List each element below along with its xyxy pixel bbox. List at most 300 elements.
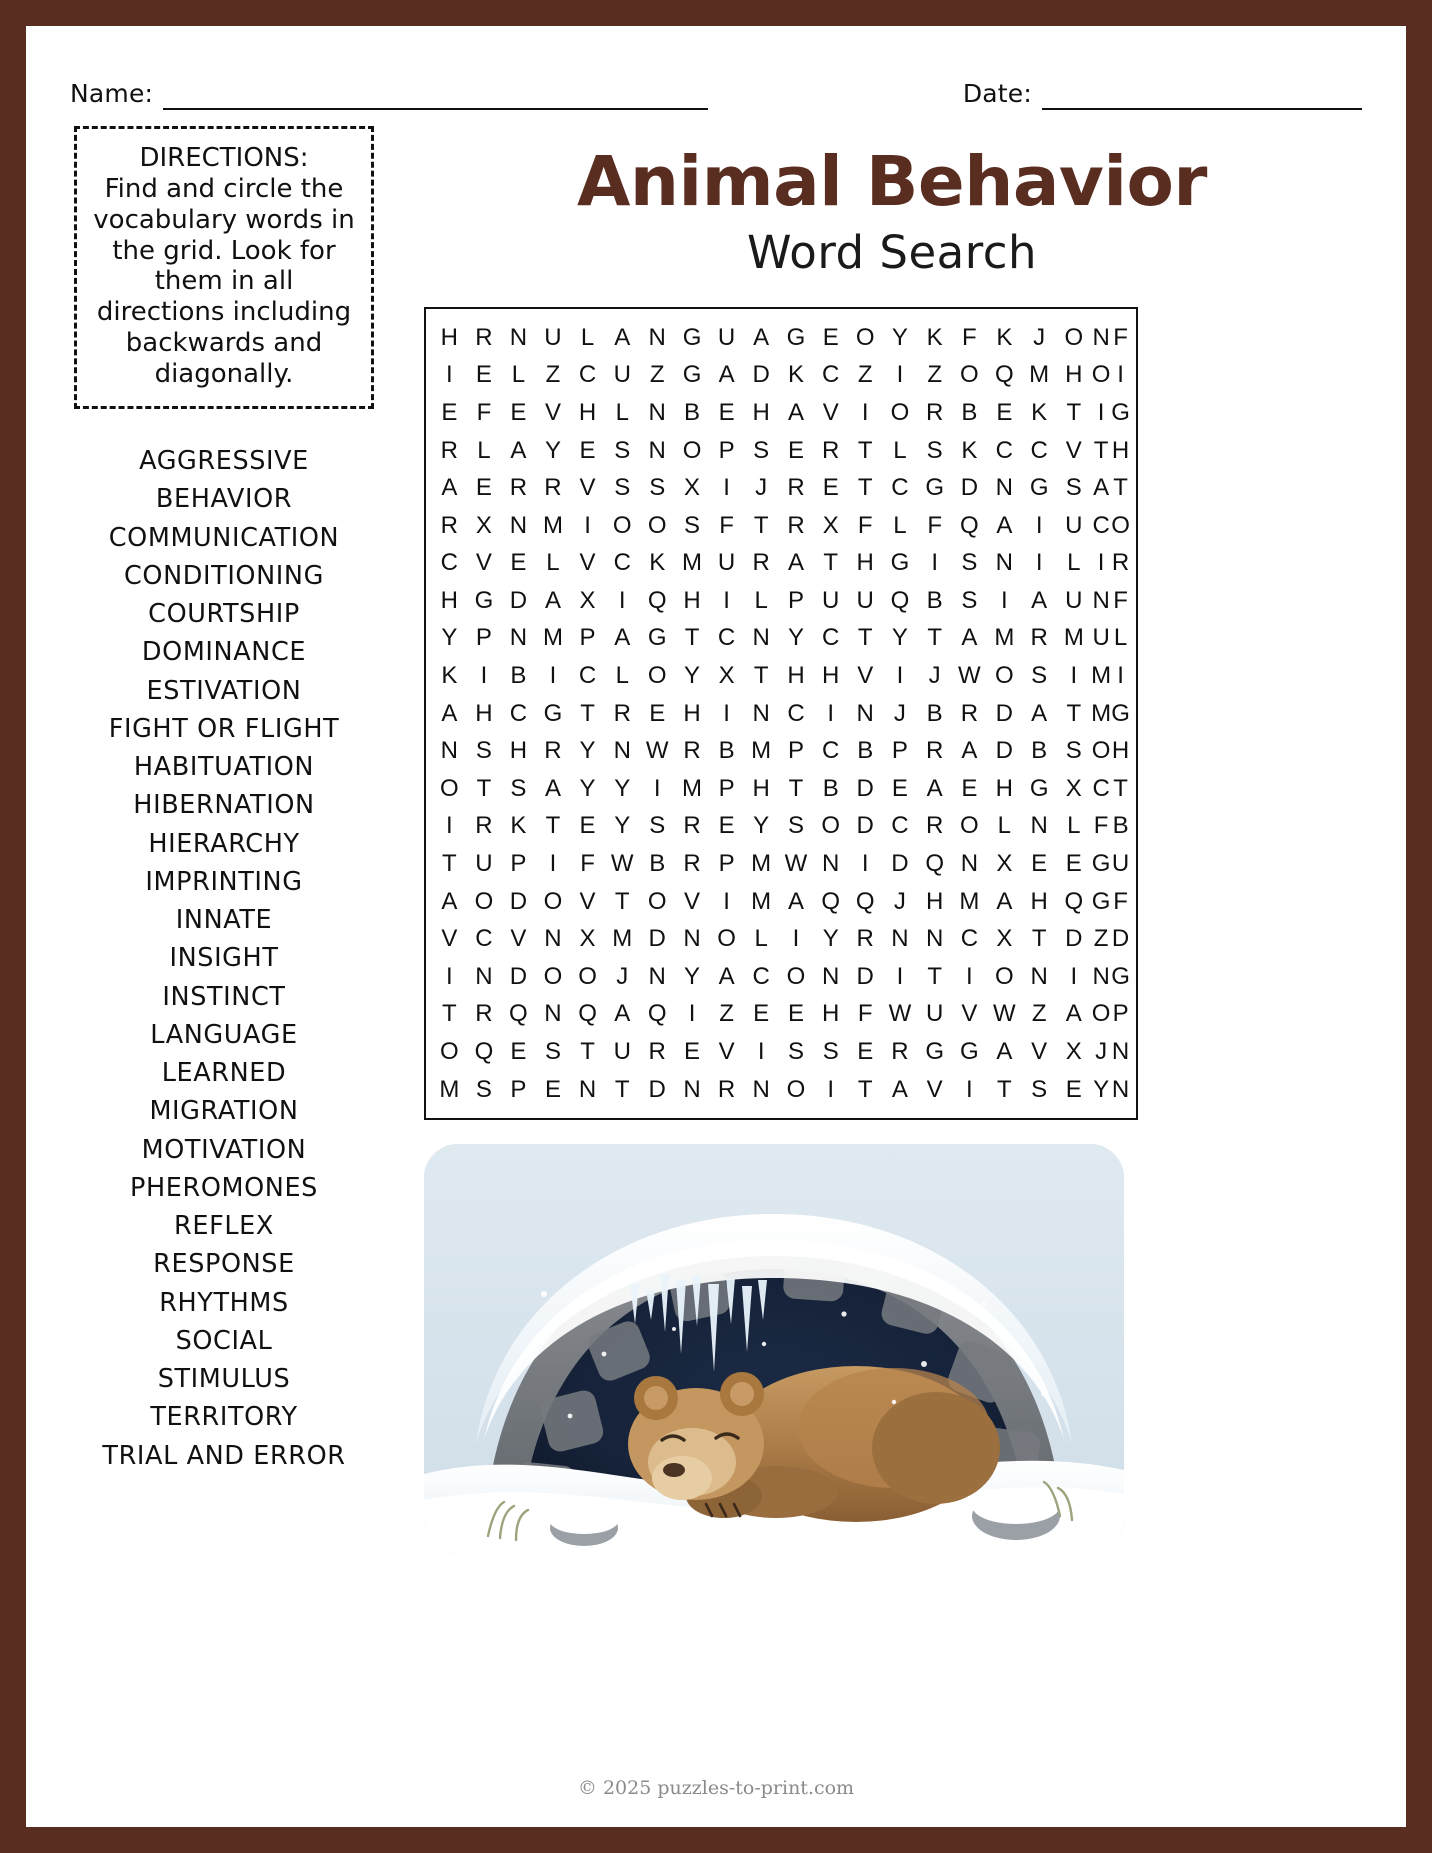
- word-list-item[interactable]: RESPONSE: [153, 1249, 295, 1280]
- grid-cell[interactable]: L: [1067, 812, 1081, 840]
- grid-cell[interactable]: E: [510, 398, 527, 426]
- grid-cell[interactable]: T: [788, 774, 804, 802]
- grid-cell[interactable]: Y: [753, 812, 770, 840]
- grid-cell[interactable]: C: [960, 925, 979, 953]
- grid-cell[interactable]: E: [684, 1038, 701, 1066]
- grid-cell[interactable]: N: [648, 398, 666, 426]
- grid-cell[interactable]: I: [966, 962, 973, 990]
- grid-cell[interactable]: X: [996, 850, 1013, 878]
- grid-cell[interactable]: B: [510, 662, 527, 690]
- grid-cell[interactable]: U: [925, 1000, 944, 1028]
- grid-cell[interactable]: M: [1091, 662, 1112, 690]
- grid-cell[interactable]: C: [1092, 774, 1110, 802]
- grid-cell[interactable]: Z: [857, 361, 873, 389]
- grid-cell[interactable]: S: [614, 474, 631, 502]
- grid-cell[interactable]: S: [475, 737, 492, 765]
- grid-cell[interactable]: N: [752, 624, 770, 652]
- grid-cell[interactable]: P: [579, 624, 596, 652]
- grid-cell[interactable]: T: [580, 699, 595, 727]
- grid-cell[interactable]: D: [509, 962, 528, 990]
- grid-cell[interactable]: T: [753, 511, 769, 539]
- grid-cell[interactable]: P: [787, 586, 804, 614]
- grid-cell[interactable]: J: [893, 887, 906, 915]
- grid-cell[interactable]: Y: [579, 737, 596, 765]
- grid-cell[interactable]: Y: [441, 624, 458, 652]
- grid-cell[interactable]: Q: [821, 887, 841, 915]
- grid-cell[interactable]: O: [786, 1075, 806, 1103]
- grid-cell[interactable]: R: [891, 1038, 909, 1066]
- grid-cell[interactable]: I: [723, 699, 730, 727]
- grid-cell[interactable]: G: [1111, 962, 1130, 990]
- grid-cell[interactable]: D: [1065, 925, 1083, 953]
- word-list-item[interactable]: COMMUNICATION: [108, 522, 340, 553]
- grid-cell[interactable]: N: [648, 323, 666, 351]
- grid-cell[interactable]: L: [615, 662, 629, 690]
- grid-cell[interactable]: E: [579, 436, 596, 464]
- grid-cell[interactable]: I: [827, 699, 835, 727]
- grid-cell[interactable]: M: [1063, 624, 1084, 652]
- grid-cell[interactable]: U: [822, 586, 840, 614]
- grid-cell[interactable]: G: [1111, 699, 1130, 727]
- grid-cell[interactable]: I: [723, 887, 730, 915]
- grid-cell[interactable]: K: [510, 812, 527, 840]
- grid-cell[interactable]: G: [890, 549, 910, 577]
- grid-cell[interactable]: O: [1091, 737, 1111, 765]
- grid-cell[interactable]: Q: [509, 1000, 528, 1028]
- grid-cell[interactable]: C: [891, 474, 909, 502]
- word-list-item[interactable]: RHYTHMS: [159, 1287, 289, 1318]
- grid-cell[interactable]: A: [1031, 586, 1048, 614]
- grid-cell[interactable]: R: [1030, 624, 1048, 652]
- grid-cell[interactable]: H: [1030, 887, 1048, 915]
- grid-cell[interactable]: I: [757, 1038, 765, 1066]
- grid-cell[interactable]: M: [751, 737, 772, 765]
- grid-cell[interactable]: N: [995, 474, 1014, 502]
- grid-cell[interactable]: A: [614, 1000, 631, 1028]
- grid-cell[interactable]: H: [1111, 737, 1130, 765]
- grid-cell[interactable]: L: [1113, 624, 1128, 652]
- grid-cell[interactable]: N: [440, 737, 458, 765]
- word-list-item[interactable]: PHEROMONES: [130, 1172, 318, 1203]
- grid-cell[interactable]: X: [996, 925, 1013, 953]
- grid-cell[interactable]: L: [511, 361, 526, 389]
- word-list-item[interactable]: HABITUATION: [133, 752, 315, 783]
- grid-cell[interactable]: C: [717, 624, 736, 652]
- grid-cell[interactable]: O: [474, 887, 494, 915]
- word-list-item[interactable]: MIGRATION: [149, 1096, 299, 1127]
- word-list-item[interactable]: SOCIAL: [175, 1325, 273, 1356]
- grid-cell[interactable]: Y: [614, 812, 631, 840]
- grid-cell[interactable]: Y: [614, 774, 631, 802]
- grid-cell[interactable]: S: [510, 774, 527, 802]
- grid-cell[interactable]: C: [509, 699, 528, 727]
- grid-cell[interactable]: V: [579, 474, 596, 502]
- grid-cell[interactable]: U: [1065, 586, 1083, 614]
- grid-cell[interactable]: A: [787, 549, 804, 577]
- word-search-grid[interactable]: [424, 307, 1138, 1120]
- word-list-item[interactable]: LANGUAGE: [150, 1019, 298, 1050]
- grid-cell[interactable]: G: [1111, 398, 1130, 426]
- grid-cell[interactable]: R: [544, 474, 562, 502]
- grid-cell[interactable]: D: [995, 737, 1014, 765]
- grid-cell[interactable]: K: [996, 323, 1013, 351]
- grid-cell[interactable]: X: [1065, 1038, 1082, 1066]
- grid-cell[interactable]: R: [613, 699, 631, 727]
- grid-cell[interactable]: O: [995, 662, 1014, 690]
- grid-cell[interactable]: R: [475, 812, 493, 840]
- grid-cell[interactable]: I: [896, 662, 904, 690]
- grid-cell[interactable]: Q: [960, 511, 979, 539]
- grid-cell[interactable]: A: [1065, 1000, 1082, 1028]
- grid-cell[interactable]: O: [647, 511, 667, 539]
- grid-cell[interactable]: E: [441, 398, 458, 426]
- grid-cell[interactable]: M: [542, 624, 563, 652]
- grid-cell[interactable]: D: [960, 474, 979, 502]
- grid-cell[interactable]: Z: [545, 361, 561, 389]
- grid-cell[interactable]: S: [475, 1075, 492, 1103]
- word-list-item[interactable]: INSIGHT: [169, 943, 279, 974]
- grid-cell[interactable]: N: [1030, 962, 1048, 990]
- grid-cell[interactable]: T: [1066, 398, 1082, 426]
- grid-cell[interactable]: Z: [1031, 1000, 1047, 1028]
- grid-cell[interactable]: C: [578, 662, 597, 690]
- grid-cell[interactable]: E: [753, 1000, 770, 1028]
- grid-cell[interactable]: P: [475, 624, 492, 652]
- grid-cell[interactable]: T: [614, 1075, 630, 1103]
- grid-cell[interactable]: F: [1093, 812, 1109, 840]
- grid-cell[interactable]: E: [510, 1038, 527, 1066]
- grid-cell[interactable]: N: [752, 1075, 770, 1103]
- grid-cell[interactable]: I: [1097, 549, 1105, 577]
- grid-cell[interactable]: O: [1091, 1000, 1111, 1028]
- grid-cell[interactable]: K: [961, 436, 978, 464]
- grid-cell[interactable]: B: [684, 398, 701, 426]
- grid-cell[interactable]: R: [648, 1038, 666, 1066]
- grid-cell[interactable]: V: [441, 925, 458, 953]
- grid-cell[interactable]: V: [684, 887, 701, 915]
- grid-cell[interactable]: R: [440, 436, 458, 464]
- grid-cell[interactable]: I: [1035, 549, 1043, 577]
- grid-cell[interactable]: G: [1091, 850, 1111, 878]
- grid-cell[interactable]: B: [649, 850, 666, 878]
- grid-cell[interactable]: P: [718, 774, 735, 802]
- grid-cell[interactable]: Z: [927, 361, 942, 389]
- grid-cell[interactable]: F: [927, 511, 942, 539]
- grid-cell[interactable]: X: [684, 474, 701, 502]
- grid-cell[interactable]: D: [648, 1075, 666, 1103]
- grid-cell[interactable]: A: [753, 323, 770, 351]
- grid-cell[interactable]: W: [784, 850, 808, 878]
- grid-cell[interactable]: T: [927, 962, 942, 990]
- grid-cell[interactable]: O: [439, 774, 459, 802]
- grid-cell[interactable]: M: [612, 925, 633, 953]
- grid-cell[interactable]: C: [995, 436, 1014, 464]
- grid-cell[interactable]: L: [477, 436, 491, 464]
- word-list-item[interactable]: HIERARCHY: [148, 828, 300, 859]
- grid-cell[interactable]: O: [543, 887, 563, 915]
- grid-cell[interactable]: R: [509, 474, 528, 502]
- grid-cell[interactable]: S: [753, 436, 770, 464]
- grid-cell[interactable]: B: [1112, 812, 1129, 840]
- grid-cell[interactable]: N: [683, 925, 701, 953]
- grid-cell[interactable]: T: [857, 474, 873, 502]
- grid-cell[interactable]: F: [857, 1000, 873, 1028]
- grid-cell[interactable]: K: [787, 361, 804, 389]
- word-list-item[interactable]: DOMINANCE: [141, 637, 307, 668]
- grid-cell[interactable]: L: [546, 549, 560, 577]
- grid-cell[interactable]: R: [925, 737, 944, 765]
- grid-cell[interactable]: F: [476, 398, 492, 426]
- word-list-item[interactable]: IMPRINTING: [145, 866, 303, 897]
- grid-cell[interactable]: S: [684, 511, 701, 539]
- grid-cell[interactable]: S: [544, 1038, 561, 1066]
- grid-cell[interactable]: U: [856, 586, 874, 614]
- grid-cell[interactable]: A: [544, 774, 561, 802]
- grid-cell[interactable]: A: [544, 586, 561, 614]
- grid-cell[interactable]: I: [1117, 361, 1124, 389]
- grid-cell[interactable]: E: [649, 699, 666, 727]
- grid-cell[interactable]: R: [544, 737, 562, 765]
- grid-cell[interactable]: C: [613, 549, 631, 577]
- grid-cell[interactable]: B: [926, 586, 943, 614]
- grid-cell[interactable]: K: [1031, 398, 1048, 426]
- word-list-item[interactable]: BEHAVIOR: [155, 484, 293, 515]
- grid-cell[interactable]: U: [544, 323, 562, 351]
- grid-cell[interactable]: F: [1113, 586, 1128, 614]
- grid-cell[interactable]: C: [822, 361, 840, 389]
- grid-cell[interactable]: N: [960, 850, 979, 878]
- grid-cell[interactable]: M: [751, 887, 772, 915]
- grid-cell[interactable]: B: [857, 737, 874, 765]
- name-write-line[interactable]: [163, 107, 708, 110]
- grid-cell[interactable]: N: [613, 737, 631, 765]
- grid-cell[interactable]: Z: [1093, 925, 1109, 953]
- grid-cell[interactable]: J: [1033, 323, 1046, 351]
- grid-cell[interactable]: N: [475, 962, 493, 990]
- grid-cell[interactable]: I: [549, 850, 557, 878]
- word-list-item[interactable]: AGGRESSIVE: [139, 446, 309, 477]
- grid-cell[interactable]: I: [549, 662, 557, 690]
- grid-cell[interactable]: N: [509, 323, 528, 351]
- grid-cell[interactable]: I: [584, 511, 591, 539]
- grid-cell[interactable]: N: [1092, 586, 1110, 614]
- grid-cell[interactable]: N: [1092, 323, 1110, 351]
- grid-cell[interactable]: D: [856, 774, 874, 802]
- grid-cell[interactable]: S: [614, 436, 631, 464]
- grid-cell[interactable]: D: [995, 699, 1014, 727]
- grid-cell[interactable]: N: [509, 624, 528, 652]
- grid-cell[interactable]: D: [856, 962, 874, 990]
- grid-cell[interactable]: T: [476, 774, 492, 802]
- grid-cell[interactable]: V: [1031, 1038, 1048, 1066]
- grid-cell[interactable]: N: [925, 925, 944, 953]
- grid-cell[interactable]: I: [931, 549, 938, 577]
- grid-cell[interactable]: J: [893, 699, 906, 727]
- grid-cell[interactable]: O: [855, 323, 875, 351]
- grid-cell[interactable]: H: [752, 774, 770, 802]
- grid-cell[interactable]: A: [614, 624, 631, 652]
- grid-cell[interactable]: W: [958, 662, 981, 690]
- grid-cell[interactable]: R: [475, 323, 493, 351]
- grid-cell[interactable]: I: [1001, 586, 1008, 614]
- grid-cell[interactable]: A: [718, 962, 735, 990]
- grid-cell[interactable]: I: [1070, 962, 1078, 990]
- grid-cell[interactable]: G: [1091, 887, 1111, 915]
- grid-cell[interactable]: V: [475, 549, 492, 577]
- grid-cell[interactable]: K: [926, 323, 943, 351]
- grid-cell[interactable]: L: [893, 436, 907, 464]
- grid-cell[interactable]: T: [857, 1075, 873, 1103]
- grid-cell[interactable]: T: [753, 662, 769, 690]
- grid-cell[interactable]: Z: [649, 361, 665, 389]
- grid-cell[interactable]: P: [1112, 1000, 1129, 1028]
- grid-cell[interactable]: E: [1031, 850, 1048, 878]
- word-list-item[interactable]: INSTINCT: [162, 981, 286, 1012]
- grid-cell[interactable]: V: [579, 887, 596, 915]
- word-list-item[interactable]: REFLEX: [174, 1211, 274, 1242]
- grid-cell[interactable]: T: [441, 850, 457, 878]
- grid-cell[interactable]: H: [925, 887, 944, 915]
- grid-cell[interactable]: F: [580, 850, 595, 878]
- grid-cell[interactable]: X: [822, 511, 839, 539]
- grid-cell[interactable]: H: [683, 586, 701, 614]
- grid-cell[interactable]: M: [994, 624, 1015, 652]
- grid-cell[interactable]: Y: [891, 323, 908, 351]
- word-list-item[interactable]: TERRITORY: [150, 1402, 298, 1433]
- grid-cell[interactable]: N: [822, 962, 840, 990]
- grid-cell[interactable]: N: [856, 699, 874, 727]
- grid-cell[interactable]: I: [723, 474, 730, 502]
- grid-cell[interactable]: W: [610, 850, 634, 878]
- grid-cell[interactable]: O: [647, 887, 667, 915]
- word-list-item[interactable]: FIGHT OR FLIGHT: [108, 713, 340, 744]
- grid-cell[interactable]: O: [960, 812, 979, 840]
- grid-cell[interactable]: P: [718, 850, 735, 878]
- word-list-item[interactable]: HIBERNATION: [133, 790, 315, 821]
- grid-cell[interactable]: Q: [855, 887, 875, 915]
- grid-cell[interactable]: I: [896, 962, 904, 990]
- grid-cell[interactable]: N: [648, 436, 666, 464]
- grid-cell[interactable]: F: [1113, 323, 1128, 351]
- word-list-item[interactable]: MOTIVATION: [141, 1134, 307, 1165]
- grid-cell[interactable]: A: [1093, 474, 1110, 502]
- grid-cell[interactable]: I: [653, 774, 661, 802]
- grid-cell[interactable]: C: [891, 812, 909, 840]
- grid-cell[interactable]: E: [787, 436, 804, 464]
- grid-cell[interactable]: T: [1031, 925, 1047, 953]
- grid-cell[interactable]: O: [1111, 511, 1130, 539]
- grid-cell[interactable]: S: [787, 1038, 804, 1066]
- grid-cell[interactable]: A: [1031, 699, 1048, 727]
- grid-cell[interactable]: C: [475, 925, 493, 953]
- grid-cell[interactable]: C: [752, 962, 770, 990]
- grid-cell[interactable]: T: [545, 812, 561, 840]
- grid-cell[interactable]: Y: [684, 962, 701, 990]
- grid-cell[interactable]: S: [961, 549, 978, 577]
- grid-cell[interactable]: G: [1029, 474, 1049, 502]
- grid-cell[interactable]: A: [510, 436, 527, 464]
- grid-cell[interactable]: A: [441, 699, 458, 727]
- grid-cell[interactable]: F: [1113, 887, 1128, 915]
- grid-cell[interactable]: J: [616, 962, 629, 990]
- grid-cell[interactable]: A: [926, 774, 943, 802]
- grid-cell[interactable]: I: [1035, 511, 1043, 539]
- grid-cell[interactable]: E: [718, 398, 735, 426]
- grid-cell[interactable]: P: [510, 1075, 527, 1103]
- grid-cell[interactable]: T: [614, 887, 630, 915]
- grid-cell[interactable]: M: [542, 511, 563, 539]
- grid-cell[interactable]: D: [752, 361, 770, 389]
- grid-cell[interactable]: U: [717, 549, 736, 577]
- grid-cell[interactable]: T: [441, 1000, 457, 1028]
- grid-cell[interactable]: L: [997, 812, 1012, 840]
- grid-cell[interactable]: E: [961, 774, 978, 802]
- grid-cell[interactable]: E: [718, 812, 735, 840]
- grid-cell[interactable]: T: [684, 624, 700, 652]
- grid-cell[interactable]: Q: [578, 1000, 597, 1028]
- grid-cell[interactable]: U: [1065, 511, 1083, 539]
- grid-cell[interactable]: V: [857, 662, 874, 690]
- grid-cell[interactable]: R: [683, 850, 701, 878]
- grid-cell[interactable]: I: [445, 812, 453, 840]
- grid-cell[interactable]: M: [959, 887, 980, 915]
- grid-cell[interactable]: P: [787, 737, 804, 765]
- grid-cell[interactable]: V: [961, 1000, 978, 1028]
- grid-cell[interactable]: E: [1065, 1075, 1082, 1103]
- grid-cell[interactable]: X: [475, 511, 492, 539]
- grid-cell[interactable]: R: [440, 511, 458, 539]
- grid-cell[interactable]: T: [1093, 436, 1109, 464]
- grid-cell[interactable]: H: [440, 323, 458, 351]
- grid-cell[interactable]: V: [822, 398, 839, 426]
- grid-cell[interactable]: F: [962, 323, 977, 351]
- grid-cell[interactable]: A: [996, 511, 1013, 539]
- grid-cell[interactable]: T: [580, 1038, 595, 1066]
- grid-cell[interactable]: U: [613, 1038, 631, 1066]
- grid-cell[interactable]: M: [682, 549, 703, 577]
- grid-cell[interactable]: S: [1031, 1075, 1048, 1103]
- grid-cell[interactable]: I: [827, 1075, 835, 1103]
- grid-cell[interactable]: J: [755, 474, 768, 502]
- grid-cell[interactable]: G: [786, 323, 806, 351]
- grid-cell[interactable]: Y: [787, 624, 804, 652]
- grid-cell[interactable]: O: [717, 925, 736, 953]
- grid-cell[interactable]: B: [822, 774, 839, 802]
- grid-cell[interactable]: E: [822, 323, 839, 351]
- grid-cell[interactable]: K: [441, 662, 458, 690]
- grid-cell[interactable]: O: [1091, 361, 1111, 389]
- grid-cell[interactable]: R: [683, 812, 701, 840]
- grid-cell[interactable]: S: [649, 474, 666, 502]
- grid-cell[interactable]: N: [544, 925, 562, 953]
- grid-cell[interactable]: I: [480, 662, 488, 690]
- grid-cell[interactable]: I: [723, 586, 730, 614]
- grid-cell[interactable]: C: [1030, 436, 1048, 464]
- grid-cell[interactable]: O: [960, 361, 979, 389]
- grid-cell[interactable]: G: [925, 1038, 944, 1066]
- grid-cell[interactable]: V: [579, 549, 596, 577]
- grid-cell[interactable]: R: [752, 549, 770, 577]
- grid-cell[interactable]: M: [1029, 361, 1050, 389]
- grid-cell[interactable]: M: [751, 850, 772, 878]
- grid-cell[interactable]: S: [822, 1038, 839, 1066]
- grid-cell[interactable]: S: [649, 812, 666, 840]
- grid-cell[interactable]: E: [822, 474, 839, 502]
- grid-cell[interactable]: E: [579, 812, 596, 840]
- grid-cell[interactable]: R: [856, 925, 874, 953]
- grid-cell[interactable]: Z: [719, 1000, 734, 1028]
- grid-cell[interactable]: W: [645, 737, 669, 765]
